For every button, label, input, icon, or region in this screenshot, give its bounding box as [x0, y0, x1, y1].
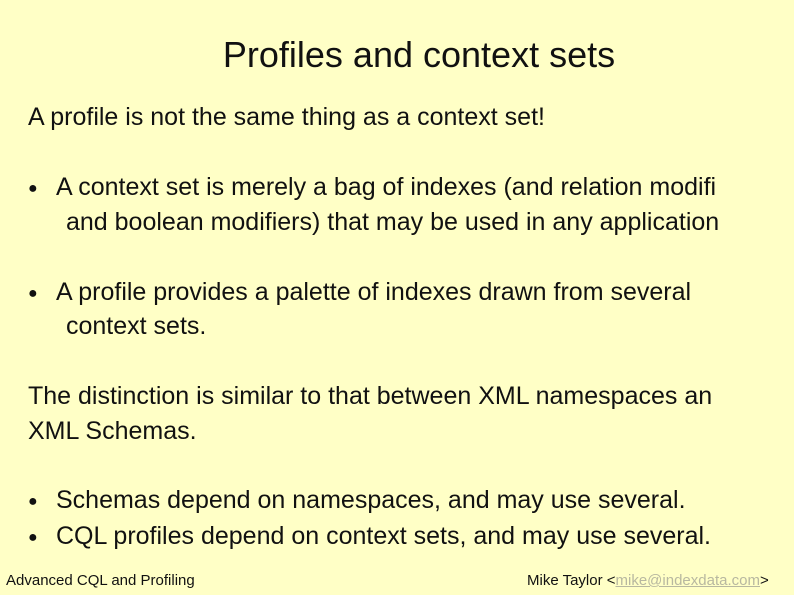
footer-right: [527, 571, 769, 591]
bullet-marker: ●: [28, 529, 38, 546]
footer-left: Advanced CQL and Profiling: [6, 572, 195, 589]
bullet-2-line-2: context sets.: [66, 312, 207, 340]
bullet-marker: ●: [28, 493, 38, 510]
bullet-1-line-1: A context set is merely a bag of indexes (and relation modifi: [56, 173, 717, 201]
bullet-2-line-1: A profile provides a palette of indexes drawn from several: [56, 278, 692, 306]
intro-text: A profile is not the same thing as a context set!: [28, 103, 545, 131]
distinction-line-1: The distinction is similar to that between XML namespaces an: [28, 382, 713, 410]
bullet-marker: ●: [28, 180, 38, 197]
bullet-4-text: CQL profiles depend on context sets, and may use several.: [56, 522, 711, 550]
distinction-line-2: XML Schemas.: [28, 417, 197, 445]
slide-title: Profiles and context sets: [222, 34, 616, 75]
bullet-3-text: Schemas depend on namespaces, and may use several.: [56, 486, 686, 514]
footer-email-link[interactable]: mike@indexdata.com: [615, 572, 760, 589]
footer-suffix: >: [759, 572, 769, 589]
bullet-marker: ●: [28, 285, 38, 302]
footer-author: Mike Taylor <: [527, 572, 616, 589]
bullet-1-line-2: and boolean modifiers) that may be used in any application: [66, 208, 720, 236]
